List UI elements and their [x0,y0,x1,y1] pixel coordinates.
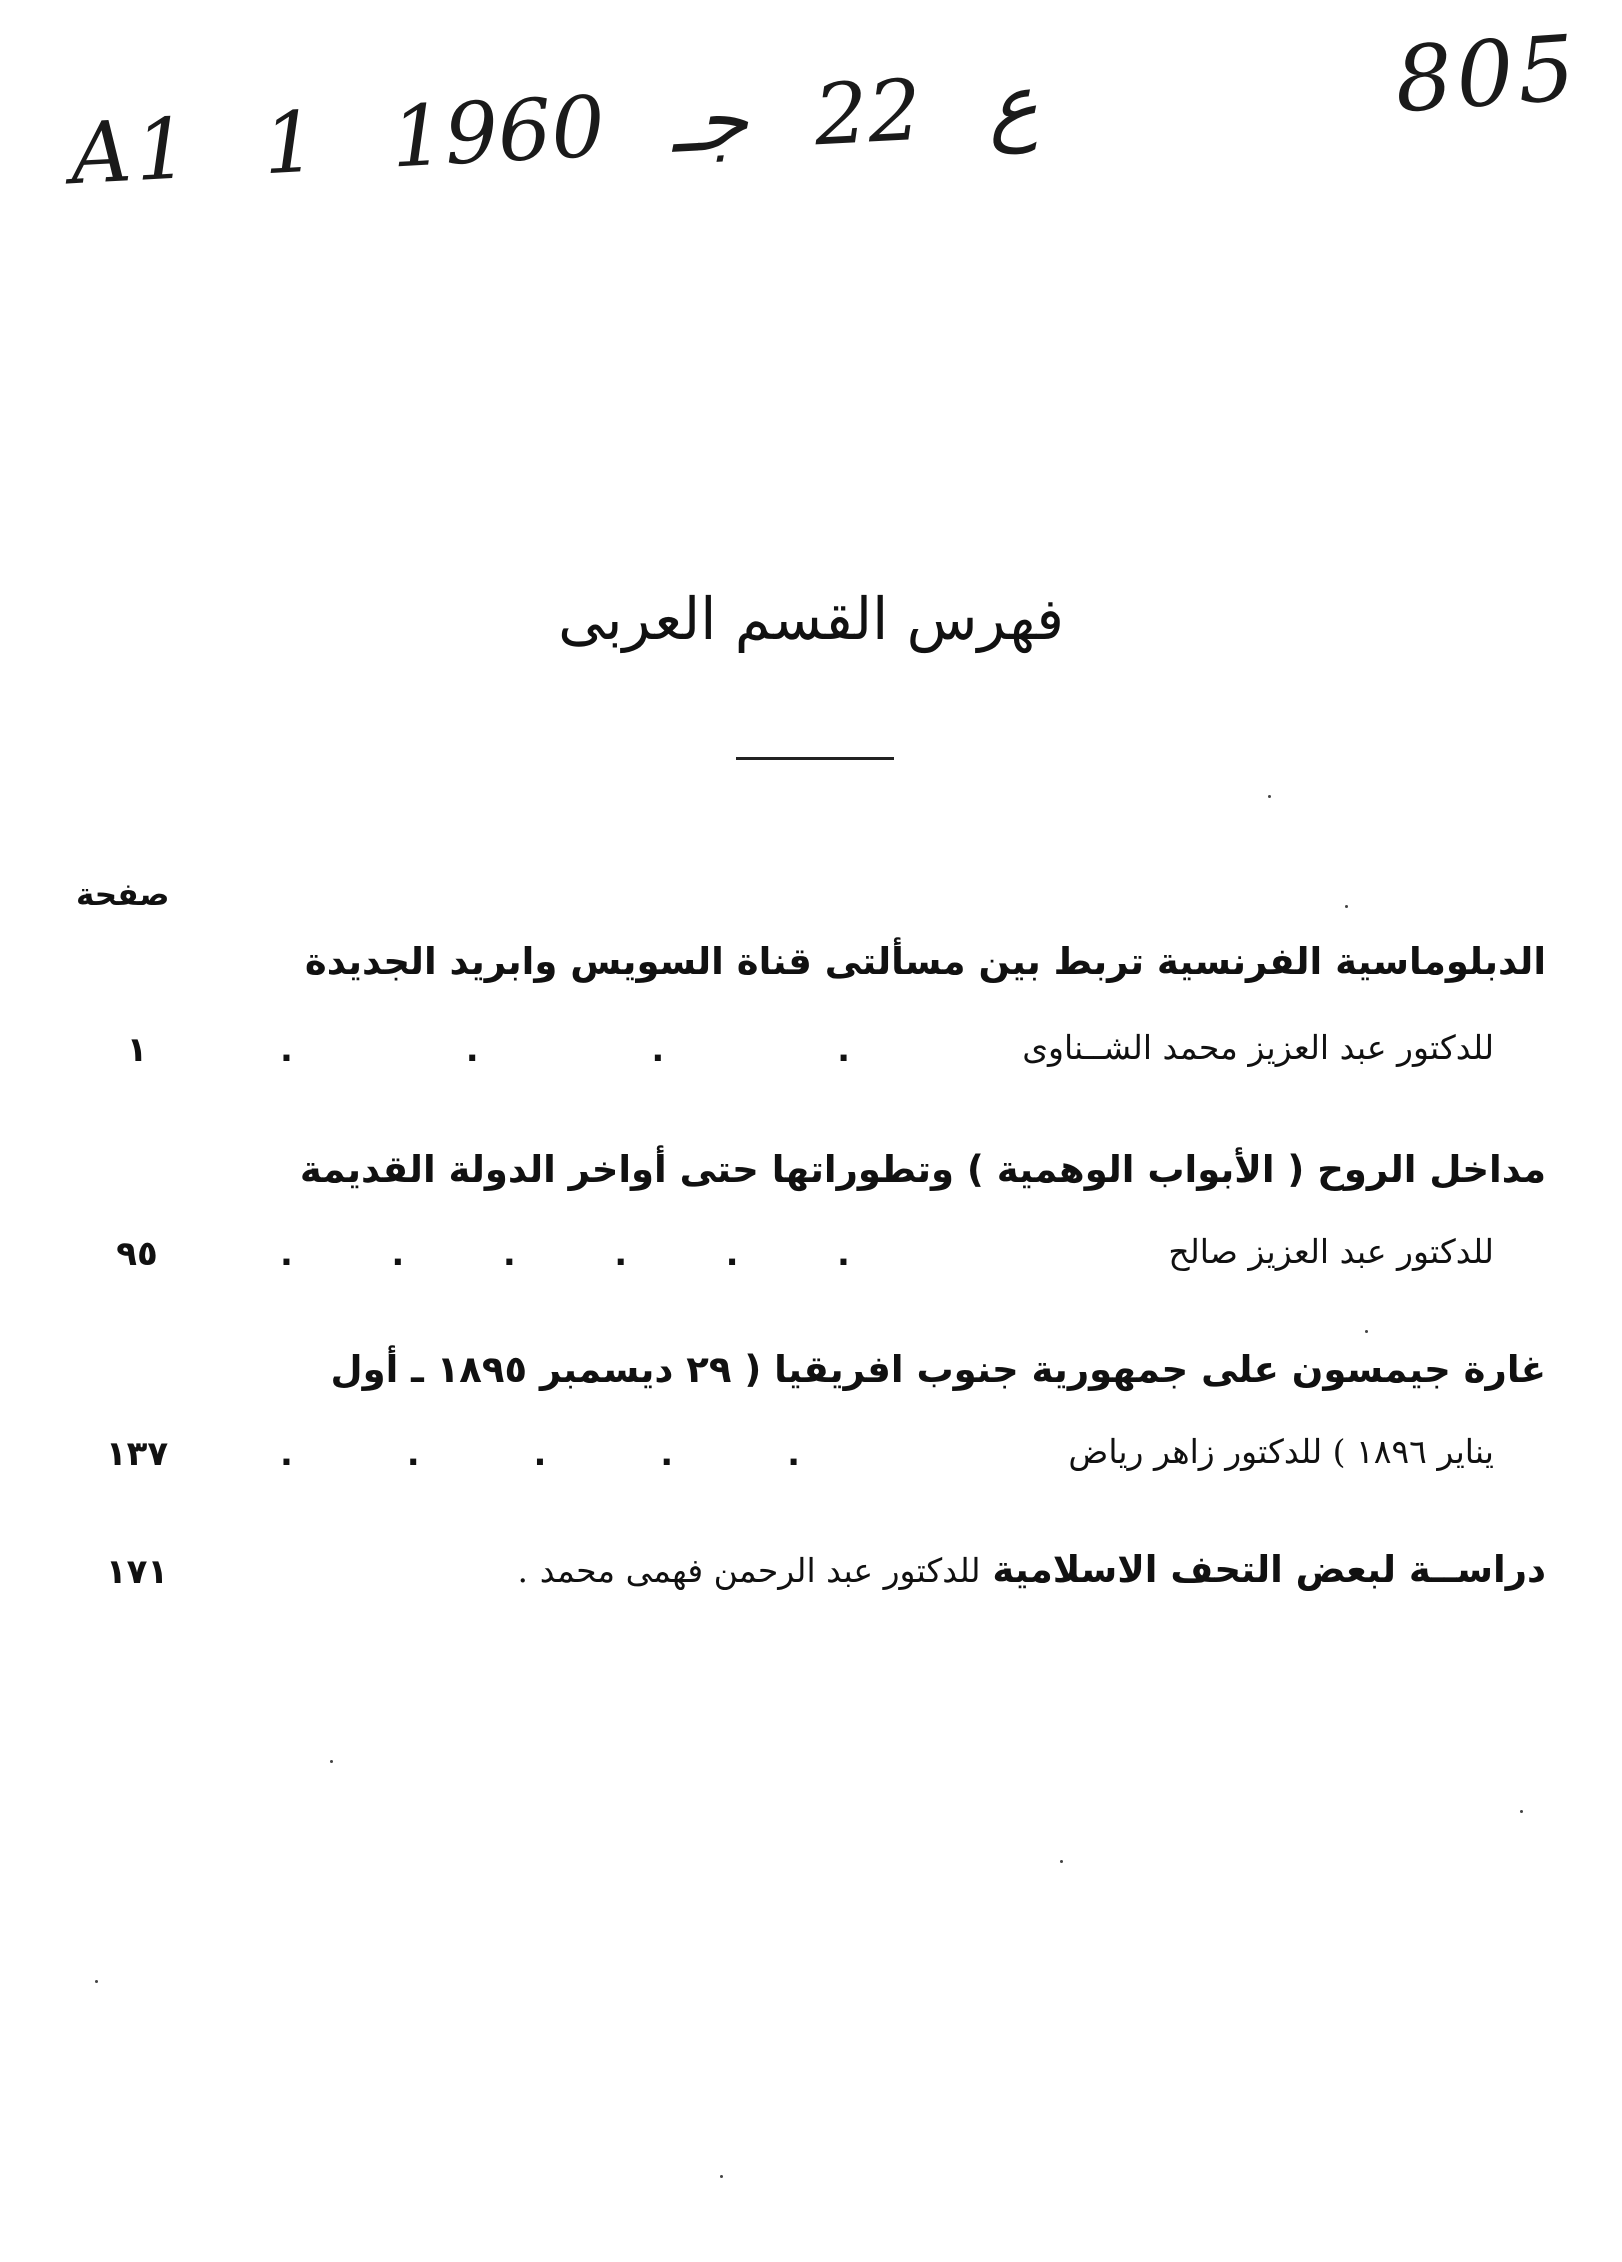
toc-entry-author: يناير ١٨٩٦ ) للدكتور زاهر رياض [1068,1432,1494,1471]
toc-entry-title: غارة جيمسون على جمهورية جنوب افريقيا ( ٢٩ ديسمبر ١٨٩٥ ـ أول [330,1348,1546,1391]
toc-entry-page: ١ [126,1030,148,1070]
toc-entry-title: دراســة لبعض التحف الاسلامية [992,1548,1546,1591]
toc-entry-line [517,1548,1546,1591]
scan-speck [1520,1810,1523,1813]
toc-entry-page: ٩٥ [116,1234,158,1274]
title-divider [736,757,894,760]
toc-entry-author: للدكتور عبد العزيز صالح [1168,1232,1494,1271]
leader-dots: . . . . . [280,1434,800,1474]
scan-speck [1060,1860,1063,1863]
page-title: فهرس القسم العربى [558,585,1064,653]
leader-dots: . . . . [280,1030,850,1070]
page-column-header: صفحة [76,877,170,913]
toc-entry-author: للدكتور عبد العزيز محمد الشــناوى [1022,1028,1494,1067]
scan-speck [330,1760,333,1763]
scan-speck [1365,1330,1368,1333]
handwritten-archive-number: 805 [1391,15,1583,134]
handwritten-archive-code: A1 1 ع 22 جـ 1960 [68,54,1041,204]
leader-dot: . [517,1551,528,1590]
scan-speck [1268,795,1271,798]
toc-entry-title: الدبلوماسية الفرنسية تربط بين مسألتى قناة السويس وابريد الجديدة [304,940,1546,983]
toc-entry-author: للدكتور عبد الرحمن فهمى محمد [539,1551,981,1590]
scan-speck [720,2175,723,2178]
scan-speck [1345,905,1348,908]
toc-entry-title: مداخل الروح ( الأبواب الوهمية ) وتطوراتها حتى أواخر الدولة القديمة [299,1148,1546,1191]
toc-entry-page: ١٧١ [105,1552,169,1592]
scan-speck [95,1980,98,1983]
leader-dots: . . . . . . [280,1234,850,1274]
toc-entry-page: ١٣٧ [105,1434,169,1474]
